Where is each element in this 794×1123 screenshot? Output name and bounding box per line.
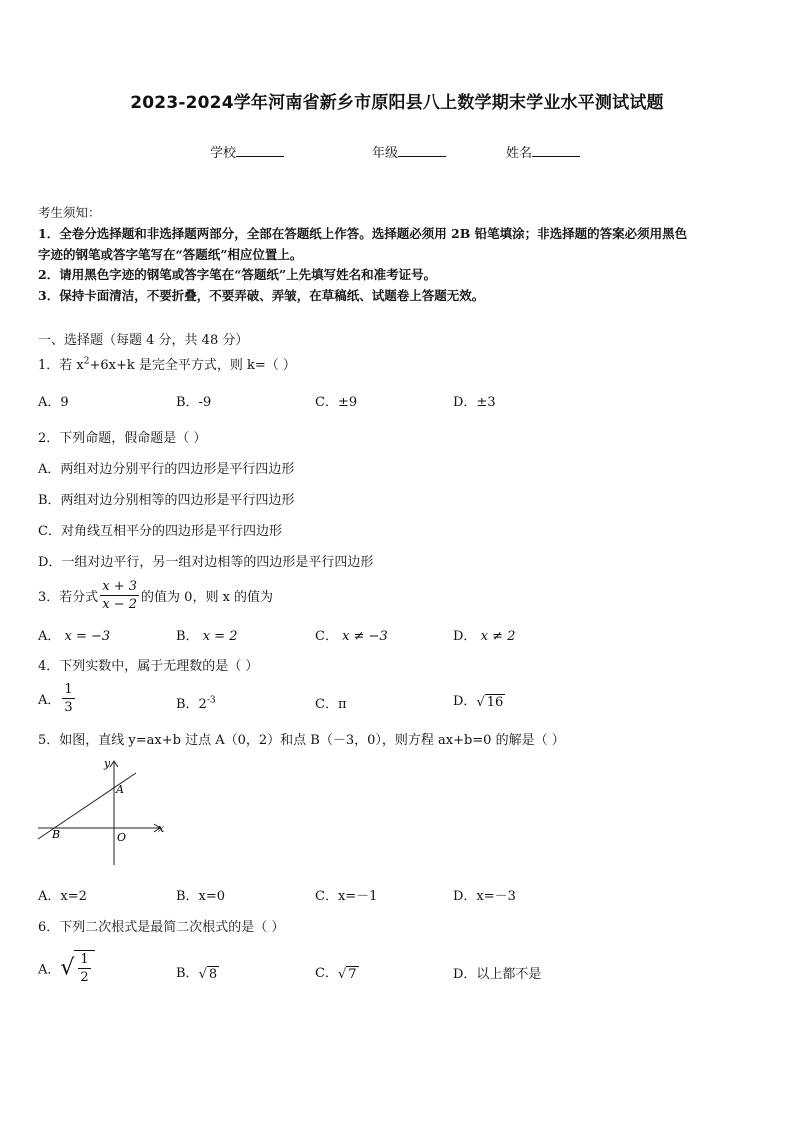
q1-option-a: A．9 — [38, 395, 69, 410]
school-blank — [236, 144, 284, 157]
q5-option-c: C．x=－1 — [315, 889, 378, 904]
q6-a-denominator: 2 — [80, 970, 89, 985]
q3-a-label: A． — [38, 629, 61, 644]
q6-a-sqrt: √ $\frac{1}{2}$ — [60, 950, 94, 986]
q6-c-radicand: 7 — [348, 966, 357, 982]
q6-c-sqrt: √ 7 — [337, 966, 357, 982]
notice-item-3: 3．保持卡面清洁，不要折叠，不要弄破、弄皱，在草稿纸、试题卷上答题无效。 — [38, 288, 485, 303]
section-heading: 一、选择题（每题 4 分，共 48 分） — [38, 333, 249, 348]
q3-c-label: C． — [315, 629, 338, 644]
q4-d-radicand: 16 — [486, 694, 504, 710]
q3-option-a — [38, 625, 110, 644]
q1-pre: 1．若 x — [38, 358, 84, 373]
page-title: 2023-2024学年河南省新乡市原阳县八上数学期末学业水平测试试题 — [130, 93, 664, 113]
q3-numerator: x + 3 — [102, 579, 138, 594]
question-2-stem: 2．下列命题，假命题是（ ） — [38, 431, 207, 446]
q4-a-fraction — [62, 681, 74, 716]
q5-option-d: D．x=－3 — [453, 889, 516, 904]
q4-option-a — [38, 681, 77, 716]
q4-option-c: C．π — [315, 697, 347, 712]
q4-a-denominator: 3 — [64, 700, 73, 715]
question-5-stem: 5．如图，直线 y=ax+b 过点 A（0，2）和点 B（－3，0），则方程 ax+b=0 的解是（ ） — [38, 733, 565, 748]
question-4-stem: 4．下列实数中，属于无理数的是（ ） — [38, 659, 259, 674]
point-a-label: A — [116, 783, 124, 796]
origin-label: O — [117, 831, 127, 844]
q6-a-label: A． — [38, 962, 61, 978]
q1-option-b: B．-9 — [176, 395, 212, 410]
grade-blank — [398, 144, 446, 157]
q1-exponent: 2 — [83, 356, 90, 367]
q3-c-value: x ≠ −3 — [342, 629, 388, 644]
name-field — [506, 142, 580, 161]
q6-b-label: B． — [176, 966, 199, 981]
q6-c-label: C． — [315, 966, 338, 981]
y-axis-label: y — [104, 757, 111, 770]
question-1-stem — [38, 354, 296, 373]
name-label: 姓名 — [506, 146, 533, 161]
q3-option-d — [453, 625, 515, 644]
q3-pre: 3．若分式 — [38, 590, 99, 605]
q6-a-fraction — [78, 951, 90, 986]
q6-option-c — [315, 962, 359, 982]
q6-b-sqrt: √ 8 — [198, 966, 218, 982]
q2-option-b: B．两组对边分别相等的四边形是平行四边形 — [38, 493, 295, 508]
q6-option-b — [176, 962, 219, 982]
q5-line-graph — [36, 755, 170, 867]
q6-a-numerator: 1 — [80, 952, 89, 967]
q3-post: 的值为 0，则 x 的值为 — [141, 590, 274, 605]
q2-option-c: C．对角线互相平分的四边形是平行四边形 — [38, 524, 282, 539]
q3-fraction — [100, 578, 139, 613]
q4-d-sqrt: √ 16 — [476, 694, 504, 710]
notice-item-1a: 1．全卷分选择题和非选择题两部分，全部在答题纸上作答。选择题必须用 2B 铅笔填涂；非选择题的答案必须用黑色 — [38, 226, 688, 241]
q6-option-a — [38, 950, 95, 986]
point-b-label: B — [52, 828, 61, 841]
x-axis-label: x — [158, 822, 165, 835]
q2-option-d: D．一组对边平行，另一组对边相等的四边形是平行四边形 — [38, 555, 374, 570]
q4-b-label: B．2 — [176, 697, 207, 712]
notice-item-2: 2．请用黑色字迹的钢笔或答字笔在“答题纸”上先填写姓名和准考证号。 — [38, 267, 437, 282]
q3-b-label: B． — [176, 629, 199, 644]
q3-denominator: x − 2 — [102, 597, 138, 612]
q6-b-radicand: 8 — [208, 966, 218, 982]
question-6-stem: 6．下列二次根式是最简二次根式的是（ ） — [38, 920, 285, 935]
q3-d-value: x ≠ 2 — [480, 629, 516, 644]
notice-item-1b: 字迹的钢笔或答字笔写在“答题纸”相应位置上。 — [38, 247, 303, 262]
q1-option-d: D．±3 — [453, 395, 496, 410]
school-label: 学校 — [210, 146, 237, 161]
q5-option-a: A．x=2 — [38, 889, 87, 904]
q3-d-label: D． — [453, 629, 477, 644]
question-3-stem — [38, 578, 273, 613]
q2-option-a: A．两组对边分别平行的四边形是平行四边形 — [38, 462, 295, 477]
q3-option-b — [176, 625, 237, 644]
grade-label: 年级 — [372, 146, 399, 161]
q4-d-label: D． — [453, 694, 477, 709]
name-blank — [532, 144, 580, 157]
school-field — [210, 142, 284, 161]
q1-post: +6x+k 是完全平方式，则 k=（ ） — [89, 358, 296, 373]
q4-b-exponent: -3 — [206, 695, 216, 706]
notice-heading: 考生须知： — [38, 205, 101, 220]
grade-field — [372, 142, 446, 161]
q1-option-c: C．±9 — [315, 395, 358, 410]
q4-a-numerator: 1 — [64, 682, 73, 697]
q4-a-label: A． — [38, 693, 61, 708]
q4-option-b — [176, 693, 216, 712]
q3-a-value: x = −3 — [64, 629, 111, 644]
q3-b-value: x = 2 — [202, 629, 238, 644]
q6-option-d: D．以上都不是 — [453, 967, 542, 982]
q4-option-d — [453, 690, 505, 710]
q3-option-c — [315, 625, 388, 644]
q5-option-b: B．x=0 — [176, 889, 226, 904]
